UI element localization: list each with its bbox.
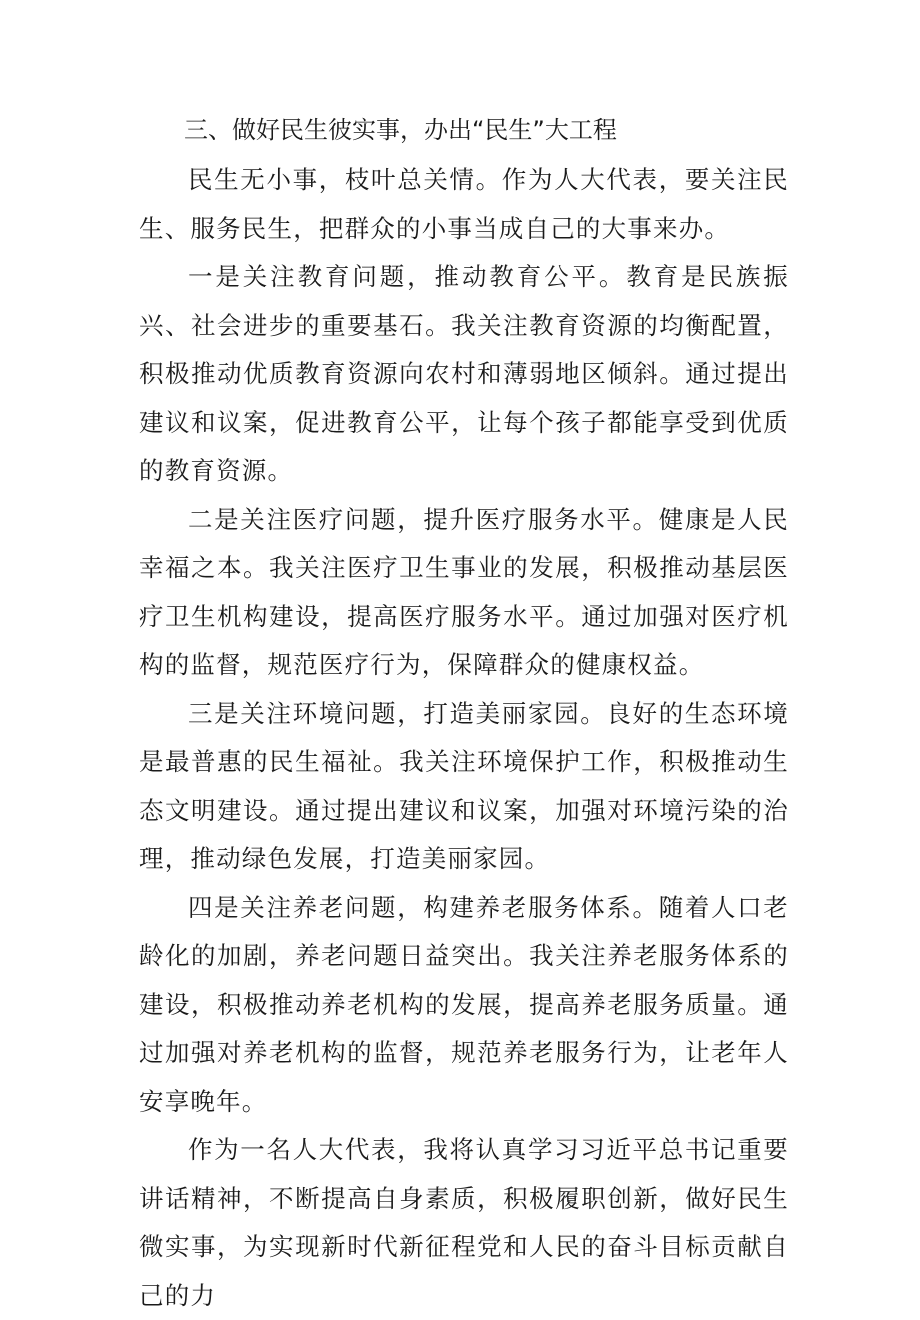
section-heading: 三、做好民生彼实事，办出“民生”大工程 [184,116,617,144]
paragraph-education: 一是关注教育问题，推动教育公平。教育是民族振兴、社会进步的重要基石。我关注教育资源的均衡配置，积极推动优质教育资源向农村和薄弱地区倾斜。通过提出建议和议案，促进教育公平，让每个孩子都能享受到优质的教育资源。 [139,262,789,485]
paragraph-medical: 二是关注医疗问题，提升医疗服务水平。健康是人民幸福之本。我关注医疗卫生事业的发展，积极推动基层医疗卫生机构建设，提高医疗服务水平。通过加强对医疗机构的监督，规范医疗行为，保障群众的健康权益。 [139,504,789,679]
paragraph-intro: 民生无小事，枝叶总关情。作为人大代表，要关注民生、服务民生，把群众的小事当成自己的大事来办。 [139,165,789,243]
document-body [139,108,789,1320]
paragraph-conclusion: 作为一名人大代表，我将认真学习习近平总书记重要讲话精神，不断提高自身素质，积极履职创新，做好民生微实事，为实现新时代新征程党和人民的奋斗目标贡献自己的力 [139,1135,789,1310]
paragraph-elderly-care: 四是关注养老问题，构建养老服务体系。随着人口老龄化的加剧，养老问题日益突出。我关注养老服务体系的建设，积极推动养老机构的发展，提高养老服务质量。通过加强对养老机构的监督，规范养老服务行为，让老年人安享晚年。 [139,892,789,1116]
paragraph-environment: 三是关注环境问题，打造美丽家园。良好的生态环境是最普惠的民生福祉。我关注环境保护工作，积极推动生态文明建设。通过提出建议和议案，加强对环境污染的治理，推动绿色发展，打造美丽家园。 [139,698,789,873]
